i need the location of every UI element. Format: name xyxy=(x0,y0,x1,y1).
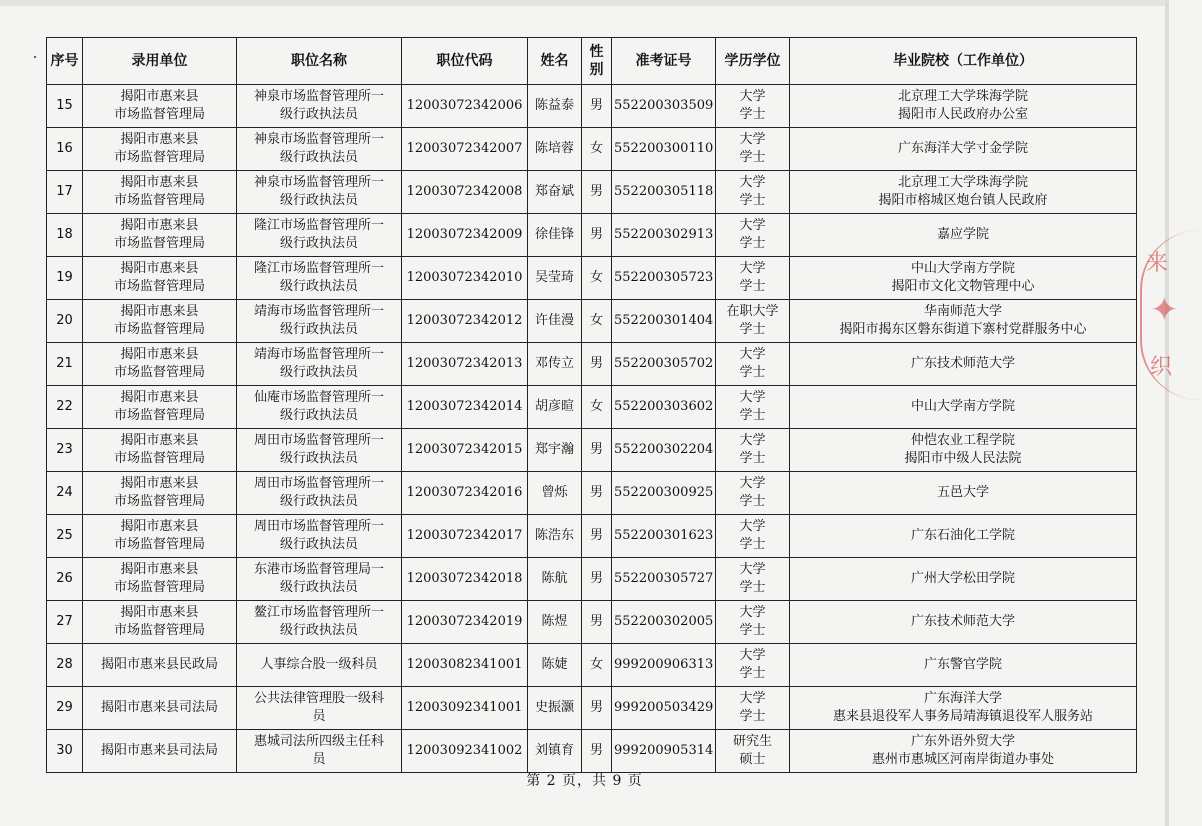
header-code: 职位代码 xyxy=(402,38,528,85)
cell-ticket: 552200300925 xyxy=(612,472,716,515)
cell-education xyxy=(716,171,790,214)
table-row xyxy=(47,472,1137,515)
cell-unit-line: 揭阳市惠来县 xyxy=(120,304,199,319)
cell-education xyxy=(716,601,790,644)
seal-star-icon: ✦ xyxy=(1150,290,1179,330)
cell-name: 史振灏 xyxy=(528,687,582,730)
cell-education-line: 大学 xyxy=(739,476,766,491)
cell-school-line: 广东警官学院 xyxy=(923,657,1002,672)
cell-position-line: 级行政执法员 xyxy=(279,623,358,638)
cell-unit-line: 市场监督管理局 xyxy=(113,408,205,423)
cell-education-line: 大学 xyxy=(739,605,766,620)
cell-unit-line: 市场监督管理局 xyxy=(113,451,205,466)
cell-education-line: 学士 xyxy=(739,408,766,423)
cell-position-line: 周田市场监督管理所一 xyxy=(253,519,384,534)
cell-code: 12003072342016 xyxy=(402,472,528,515)
admission-roster-table xyxy=(46,37,1137,773)
cell-code: 12003072342010 xyxy=(402,257,528,300)
cell-position-line: 隆江市场监督管理所一 xyxy=(253,218,384,233)
cell-education xyxy=(716,429,790,472)
cell-unit-line: 市场监督管理局 xyxy=(113,322,205,337)
cell-education-line: 学士 xyxy=(739,537,766,552)
header-unit: 录用单位 xyxy=(83,38,237,85)
table-row xyxy=(47,558,1137,601)
cell-unit xyxy=(83,687,237,730)
cell-unit-line: 市场监督管理局 xyxy=(113,580,205,595)
cell-position-line: 东港市场监督管理局一 xyxy=(253,562,384,577)
cell-position xyxy=(237,429,402,472)
cell-name: 陈培蓉 xyxy=(528,128,582,171)
cell-name: 吴莹琦 xyxy=(528,257,582,300)
cell-code: 12003072342006 xyxy=(402,85,528,128)
cell-name: 许佳漫 xyxy=(528,300,582,343)
cell-education xyxy=(716,515,790,558)
cell-name: 陈煜 xyxy=(528,601,582,644)
cell-education-line: 学士 xyxy=(739,494,766,509)
table-header-row xyxy=(47,38,1137,85)
cell-education-line: 大学 xyxy=(739,691,766,706)
cell-school-line: 华南师范大学 xyxy=(923,304,1002,319)
cell-position-line: 级行政执法员 xyxy=(279,365,358,380)
cell-school xyxy=(790,515,1137,558)
header-seq: 序号 xyxy=(47,38,83,85)
cell-school xyxy=(790,644,1137,687)
cell-education-line: 学士 xyxy=(739,623,766,638)
table-row xyxy=(47,214,1137,257)
cell-school xyxy=(790,730,1137,773)
cell-gender: 男 xyxy=(582,343,612,386)
cell-gender: 男 xyxy=(582,472,612,515)
cell-unit-line: 揭阳市惠来县 xyxy=(120,175,199,190)
cell-unit-line: 揭阳市惠来县 xyxy=(120,605,199,620)
header-gender: 性别 xyxy=(582,38,612,85)
cell-unit xyxy=(83,386,237,429)
table-row xyxy=(47,300,1137,343)
cell-position-line: 鳌江市场监督管理所一 xyxy=(253,605,384,620)
cell-education xyxy=(716,343,790,386)
cell-school-line: 中山大学南方学院 xyxy=(910,399,1015,414)
cell-education-line: 学士 xyxy=(739,322,766,337)
cell-position xyxy=(237,730,402,773)
cell-ticket: 552200302913 xyxy=(612,214,716,257)
cell-unit-line: 市场监督管理局 xyxy=(113,494,205,509)
cell-code: 12003072342013 xyxy=(402,343,528,386)
cell-seq: 24 xyxy=(47,472,83,515)
cell-seq: 21 xyxy=(47,343,83,386)
cell-ticket: 552200303509 xyxy=(612,85,716,128)
cell-position-line: 员 xyxy=(312,752,326,767)
cell-education xyxy=(716,214,790,257)
cell-education-line: 大学 xyxy=(739,562,766,577)
cell-education xyxy=(716,644,790,687)
cell-education-line: 学士 xyxy=(739,279,766,294)
table-row xyxy=(47,128,1137,171)
cell-code: 12003072342015 xyxy=(402,429,528,472)
cell-education-line: 学士 xyxy=(739,666,766,681)
cell-ticket: 552200302204 xyxy=(612,429,716,472)
cell-position-line: 人事综合股一级科员 xyxy=(260,657,378,672)
cell-unit xyxy=(83,214,237,257)
cell-school xyxy=(790,85,1137,128)
cell-name: 郑宇瀚 xyxy=(528,429,582,472)
cell-code: 12003072342009 xyxy=(402,214,528,257)
cell-position-line: 级行政执法员 xyxy=(279,107,358,122)
cell-unit xyxy=(83,515,237,558)
cell-seq: 16 xyxy=(47,128,83,171)
table-row xyxy=(47,644,1137,687)
cell-name: 陈浩东 xyxy=(528,515,582,558)
cell-gender: 男 xyxy=(582,171,612,214)
cell-education xyxy=(716,386,790,429)
cell-name: 陈益泰 xyxy=(528,85,582,128)
cell-education xyxy=(716,85,790,128)
cell-unit-line: 市场监督管理局 xyxy=(113,193,205,208)
cell-education-line: 学士 xyxy=(739,236,766,251)
cell-unit xyxy=(83,300,237,343)
cell-seq: 23 xyxy=(47,429,83,472)
cell-school xyxy=(790,386,1137,429)
cell-gender: 男 xyxy=(582,730,612,773)
cell-school-line: 北京理工大学珠海学院 xyxy=(897,175,1028,190)
cell-seq: 26 xyxy=(47,558,83,601)
cell-code: 12003092341002 xyxy=(402,730,528,773)
table-row xyxy=(47,429,1137,472)
cell-unit-line: 揭阳市惠来县 xyxy=(120,261,199,276)
table-row xyxy=(47,687,1137,730)
cell-position xyxy=(237,558,402,601)
cell-ticket: 552200303602 xyxy=(612,386,716,429)
cell-unit xyxy=(83,730,237,773)
cell-ticket: 552200302005 xyxy=(612,601,716,644)
header-position: 职位名称 xyxy=(237,38,402,85)
cell-position-line: 级行政执法员 xyxy=(279,537,358,552)
cell-unit-line: 揭阳市惠来县 xyxy=(120,562,199,577)
cell-school xyxy=(790,171,1137,214)
cell-school-line: 广东技术师范大学 xyxy=(910,614,1015,629)
cell-ticket: 552200305727 xyxy=(612,558,716,601)
cell-unit xyxy=(83,558,237,601)
cell-education xyxy=(716,687,790,730)
cell-position-line: 周田市场监督管理所一 xyxy=(253,476,384,491)
cell-position-line: 靖海市场监督管理所一 xyxy=(253,304,384,319)
cell-position xyxy=(237,300,402,343)
cell-education-line: 硕士 xyxy=(739,752,766,767)
cell-gender: 女 xyxy=(582,300,612,343)
cell-ticket: 552200300110 xyxy=(612,128,716,171)
cell-position-line: 公共法律管理股一级科 xyxy=(253,691,384,706)
cell-unit xyxy=(83,257,237,300)
cell-ticket: 999200905314 xyxy=(612,730,716,773)
cell-school-line: 北京理工大学珠海学院 xyxy=(897,89,1028,104)
cell-seq: 29 xyxy=(47,687,83,730)
cell-education xyxy=(716,558,790,601)
seal-char-1: 来 xyxy=(1146,251,1169,276)
cell-name: 曾烁 xyxy=(528,472,582,515)
cell-seq: 25 xyxy=(47,515,83,558)
cell-unit-line: 市场监督管理局 xyxy=(113,537,205,552)
cell-education xyxy=(716,472,790,515)
cell-position xyxy=(237,644,402,687)
cell-position-line: 级行政执法员 xyxy=(279,193,358,208)
cell-school xyxy=(790,214,1137,257)
cell-position-line: 级行政执法员 xyxy=(279,150,358,165)
header-school: 毕业院校（工作单位） xyxy=(790,38,1137,85)
cell-gender: 男 xyxy=(582,214,612,257)
cell-unit-line: 揭阳市惠来县 xyxy=(120,476,199,491)
cell-position-line: 员 xyxy=(312,709,326,724)
cell-unit-line: 市场监督管理局 xyxy=(113,279,205,294)
page-edge-right xyxy=(1165,0,1169,826)
cell-unit-line: 市场监督管理局 xyxy=(113,236,205,251)
cell-education xyxy=(716,730,790,773)
cell-school-line: 中山大学南方学院 xyxy=(910,261,1015,276)
cell-gender: 男 xyxy=(582,687,612,730)
cell-unit xyxy=(83,128,237,171)
cell-education-line: 大学 xyxy=(739,433,766,448)
cell-name: 徐佳锋 xyxy=(528,214,582,257)
cell-school-line: 揭阳市榕城区炮台镇人民政府 xyxy=(878,193,1048,208)
cell-school xyxy=(790,429,1137,472)
cell-unit-line: 市场监督管理局 xyxy=(113,365,205,380)
cell-school-line: 嘉应学院 xyxy=(936,227,989,242)
cell-position-line: 级行政执法员 xyxy=(279,322,358,337)
cell-name: 陈航 xyxy=(528,558,582,601)
table-row xyxy=(47,85,1137,128)
cell-unit-line: 揭阳市惠来县民政局 xyxy=(100,657,218,672)
cell-name: 郑奋斌 xyxy=(528,171,582,214)
cell-ticket: 552200305118 xyxy=(612,171,716,214)
cell-position xyxy=(237,128,402,171)
page-edge-top xyxy=(0,0,1169,6)
cell-code: 12003072342008 xyxy=(402,171,528,214)
cell-position xyxy=(237,343,402,386)
cell-school xyxy=(790,300,1137,343)
table-body xyxy=(47,85,1137,773)
cell-name: 胡彦暄 xyxy=(528,386,582,429)
cell-position-line: 级行政执法员 xyxy=(279,236,358,251)
cell-education xyxy=(716,300,790,343)
cell-code: 12003072342017 xyxy=(402,515,528,558)
cell-school-line: 揭阳市人民政府办公室 xyxy=(897,107,1028,122)
cell-education-line: 学士 xyxy=(739,193,766,208)
table-row xyxy=(47,515,1137,558)
cell-seq: 15 xyxy=(47,85,83,128)
cell-school-line: 广东外语外贸大学 xyxy=(910,734,1015,749)
header-name: 姓名 xyxy=(528,38,582,85)
cell-position-line: 仙庵市场监督管理所一 xyxy=(253,390,384,405)
cell-position-line: 级行政执法员 xyxy=(279,279,358,294)
cell-education-line: 大学 xyxy=(739,132,766,147)
cell-unit-line: 揭阳市惠来县 xyxy=(120,390,199,405)
cell-code: 12003072342012 xyxy=(402,300,528,343)
cell-education-line: 学士 xyxy=(739,150,766,165)
cell-position xyxy=(237,171,402,214)
table-row xyxy=(47,257,1137,300)
cell-school-line: 广东海洋大学 xyxy=(923,691,1002,706)
cell-gender: 男 xyxy=(582,601,612,644)
cell-gender: 女 xyxy=(582,644,612,687)
cell-code: 12003072342018 xyxy=(402,558,528,601)
cell-unit xyxy=(83,85,237,128)
cell-school xyxy=(790,472,1137,515)
cell-position-line: 级行政执法员 xyxy=(279,451,358,466)
cell-position-line: 级行政执法员 xyxy=(279,494,358,509)
cell-unit xyxy=(83,644,237,687)
cell-position-line: 神泉市场监督管理所一 xyxy=(253,132,384,147)
cell-position xyxy=(237,472,402,515)
cell-unit-line: 市场监督管理局 xyxy=(113,623,205,638)
cell-position xyxy=(237,601,402,644)
cell-position-line: 周田市场监督管理所一 xyxy=(253,433,384,448)
cell-code: 12003072342014 xyxy=(402,386,528,429)
cell-education xyxy=(716,128,790,171)
cell-name: 邓传立 xyxy=(528,343,582,386)
cell-position-line: 隆江市场监督管理所一 xyxy=(253,261,384,276)
cell-school-line: 仲恺农业工程学院 xyxy=(910,433,1015,448)
cell-position-line: 神泉市场监督管理所一 xyxy=(253,175,384,190)
cell-ticket: 999200906313 xyxy=(612,644,716,687)
cell-school-line: 五邑大学 xyxy=(936,485,989,500)
cell-position-line: 靖海市场监督管理所一 xyxy=(253,347,384,362)
cell-education-line: 大学 xyxy=(739,519,766,534)
cell-seq: 18 xyxy=(47,214,83,257)
cell-school-line: 惠来县退役军人事务局靖海镇退役军人服务站 xyxy=(832,709,1093,724)
cell-unit-line: 揭阳市惠来县 xyxy=(120,132,199,147)
cell-name: 陈婕 xyxy=(528,644,582,687)
cell-education-line: 研究生 xyxy=(732,734,772,749)
cell-position xyxy=(237,515,402,558)
scan-dot xyxy=(34,56,36,58)
cell-code: 12003092341001 xyxy=(402,687,528,730)
cell-school xyxy=(790,343,1137,386)
cell-school-line: 广州大学松田学院 xyxy=(910,571,1015,586)
cell-school-line: 广东石油化工学院 xyxy=(910,528,1015,543)
cell-position-line: 级行政执法员 xyxy=(279,580,358,595)
cell-education-line: 大学 xyxy=(739,89,766,104)
cell-education-line: 大学 xyxy=(739,648,766,663)
cell-ticket: 552200301404 xyxy=(612,300,716,343)
table-row xyxy=(47,171,1137,214)
cell-ticket: 552200305723 xyxy=(612,257,716,300)
cell-education-line: 大学 xyxy=(739,390,766,405)
cell-unit-line: 揭阳市惠来县 xyxy=(120,218,199,233)
cell-unit xyxy=(83,429,237,472)
cell-school-line: 广东海洋大学寸金学院 xyxy=(897,141,1028,156)
cell-unit-line: 市场监督管理局 xyxy=(113,107,205,122)
cell-code: 12003082341001 xyxy=(402,644,528,687)
cell-school-line: 揭阳市中级人民法院 xyxy=(904,451,1022,466)
cell-school xyxy=(790,128,1137,171)
cell-seq: 20 xyxy=(47,300,83,343)
table-row xyxy=(47,343,1137,386)
cell-seq: 30 xyxy=(47,730,83,773)
cell-education-line: 学士 xyxy=(739,580,766,595)
cell-position-line: 级行政执法员 xyxy=(279,408,358,423)
cell-gender: 女 xyxy=(582,386,612,429)
cell-gender: 男 xyxy=(582,85,612,128)
cell-code: 12003072342019 xyxy=(402,601,528,644)
cell-ticket: 999200503429 xyxy=(612,687,716,730)
cell-school-line: 揭阳市文化文物管理中心 xyxy=(891,279,1035,294)
cell-gender: 女 xyxy=(582,128,612,171)
cell-position xyxy=(237,687,402,730)
header-ticket: 准考证号 xyxy=(612,38,716,85)
cell-ticket: 552200301623 xyxy=(612,515,716,558)
cell-name: 刘镇育 xyxy=(528,730,582,773)
cell-unit-line: 揭阳市惠来县 xyxy=(120,433,199,448)
cell-gender: 男 xyxy=(582,558,612,601)
cell-unit-line: 揭阳市惠来县司法局 xyxy=(100,743,218,758)
cell-unit xyxy=(83,601,237,644)
page-number: 第 2 页，共 9 页 xyxy=(526,773,643,789)
cell-gender: 女 xyxy=(582,257,612,300)
table-row xyxy=(47,386,1137,429)
cell-school-line: 揭阳市揭东区磐东街道下寨村党群服务中心 xyxy=(839,322,1087,337)
cell-education-line: 学士 xyxy=(739,107,766,122)
cell-position-line: 神泉市场监督管理所一 xyxy=(253,89,384,104)
cell-education-line: 大学 xyxy=(739,218,766,233)
cell-position xyxy=(237,85,402,128)
cell-education-line: 大学 xyxy=(739,347,766,362)
cell-school xyxy=(790,687,1137,730)
cell-education-line: 在职大学 xyxy=(726,304,779,319)
cell-school xyxy=(790,601,1137,644)
cell-unit xyxy=(83,171,237,214)
cell-gender: 男 xyxy=(582,515,612,558)
cell-seq: 17 xyxy=(47,171,83,214)
cell-school xyxy=(790,257,1137,300)
cell-code: 12003072342007 xyxy=(402,128,528,171)
cell-position xyxy=(237,214,402,257)
cell-education-line: 学士 xyxy=(739,365,766,380)
cell-position-line: 惠城司法所四级主任科 xyxy=(253,734,384,749)
cell-unit-line: 揭阳市惠来县 xyxy=(120,519,199,534)
cell-seq: 28 xyxy=(47,644,83,687)
cell-unit-line: 揭阳市惠来县 xyxy=(120,347,199,362)
cell-unit-line: 揭阳市惠来县 xyxy=(120,89,199,104)
cell-gender: 男 xyxy=(582,429,612,472)
cell-education-line: 大学 xyxy=(739,261,766,276)
cell-unit-line: 市场监督管理局 xyxy=(113,150,205,165)
cell-position xyxy=(237,257,402,300)
cell-education-line: 学士 xyxy=(739,451,766,466)
cell-position xyxy=(237,386,402,429)
cell-seq: 19 xyxy=(47,257,83,300)
cell-education-line: 学士 xyxy=(739,709,766,724)
cell-school-line: 广东技术师范大学 xyxy=(910,356,1015,371)
table-row xyxy=(47,730,1137,773)
cell-unit xyxy=(83,343,237,386)
seal-char-2: 织 xyxy=(1150,355,1173,380)
cell-unit xyxy=(83,472,237,515)
cell-unit-line: 揭阳市惠来县司法局 xyxy=(100,700,218,715)
cell-school xyxy=(790,558,1137,601)
table-row xyxy=(47,601,1137,644)
cell-education-line: 大学 xyxy=(739,175,766,190)
cell-education xyxy=(716,257,790,300)
header-education: 学历学位 xyxy=(716,38,790,85)
cell-ticket: 552200305702 xyxy=(612,343,716,386)
cell-seq: 27 xyxy=(47,601,83,644)
cell-school-line: 惠州市惠城区河南岸街道办事处 xyxy=(871,752,1054,767)
cell-seq: 22 xyxy=(47,386,83,429)
